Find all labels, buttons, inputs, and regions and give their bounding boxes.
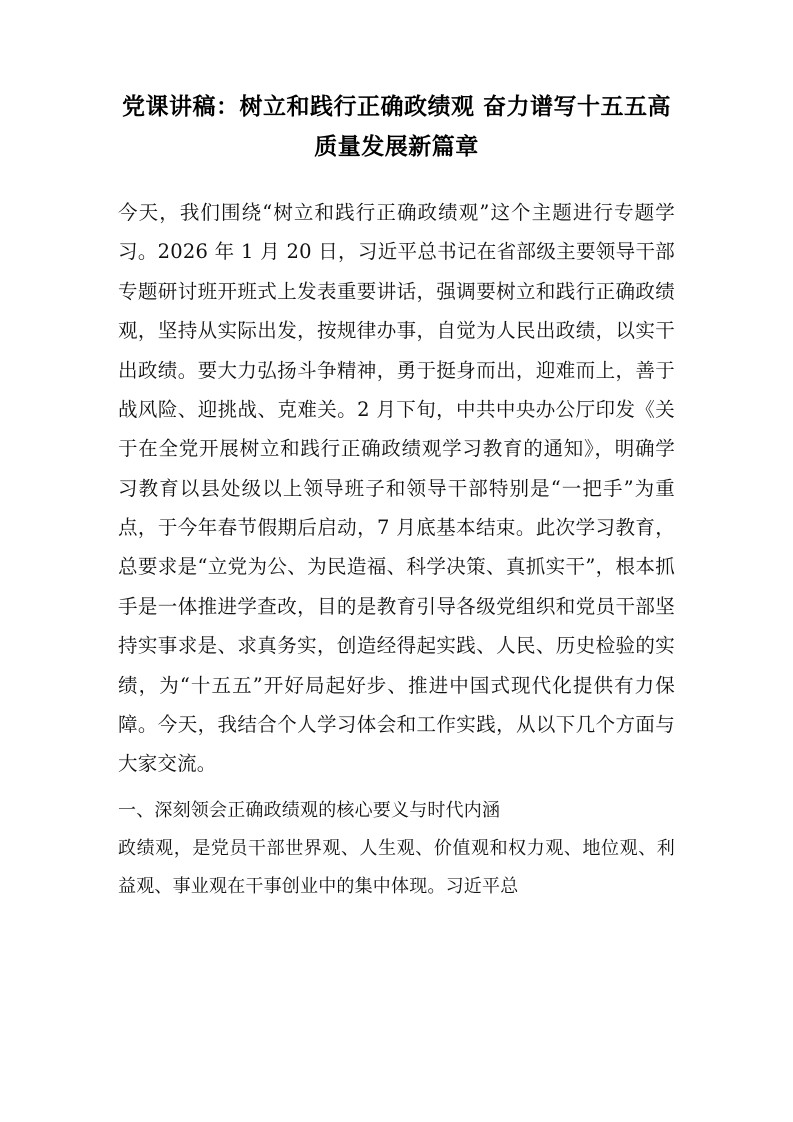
document-body	[118, 193, 675, 906]
paragraph-intro: 今天，我们围绕“树立和践行正确政绩观”这个主题进行专题学习。2026 年 1 月 20 日，习近平总书记在省部级主要领导干部专题研讨班开班式上发表重要讲话，强调要树立和践行正确政绩观，坚持从实际出发，按规律办事，自觉为人民出政绩，以实干出政绩。要大力弘扬斗争精神，勇于挺身而出，迎难而上，善于战风险、迎挑战、克难关。2 月下旬，中共中央办公厅印发《关于在全党开展树立和践行正确政绩观学习教育的通知》，明确学习教育以县处级以上领导班子和领导干部特别是“一把手”为重点，于今年春节假期后启动，7 月底基本结束。此次学习教育，总要求是“立党为公、为民造福、科学决策、真抓实干”，根本抓手是一体推进学查改，目的是教育引导各级党组织和党员干部坚持实事求是、求真务实，创造经得起实践、人民、历史检验的实绩，为“十五五”开好局起好步、推进中国式现代化提供有力保障。今天，我结合个人学习体会和工作实践，从以下几个方面与大家交流。	[118, 201, 675, 776]
section-heading-1: 一、深刻领会正确政绩观的核心要义与时代内涵	[118, 799, 501, 821]
section-body-1: 政绩观，是党员干部世界观、人生观、价值观和权力观、地位观、利益观、事业观在干事创业中的集中体现。习近平总	[118, 837, 675, 898]
page-title: 党课讲稿：树立和践行正确政绩观 奋力谱写十五五高质量发展新篇章	[121, 94, 671, 160]
